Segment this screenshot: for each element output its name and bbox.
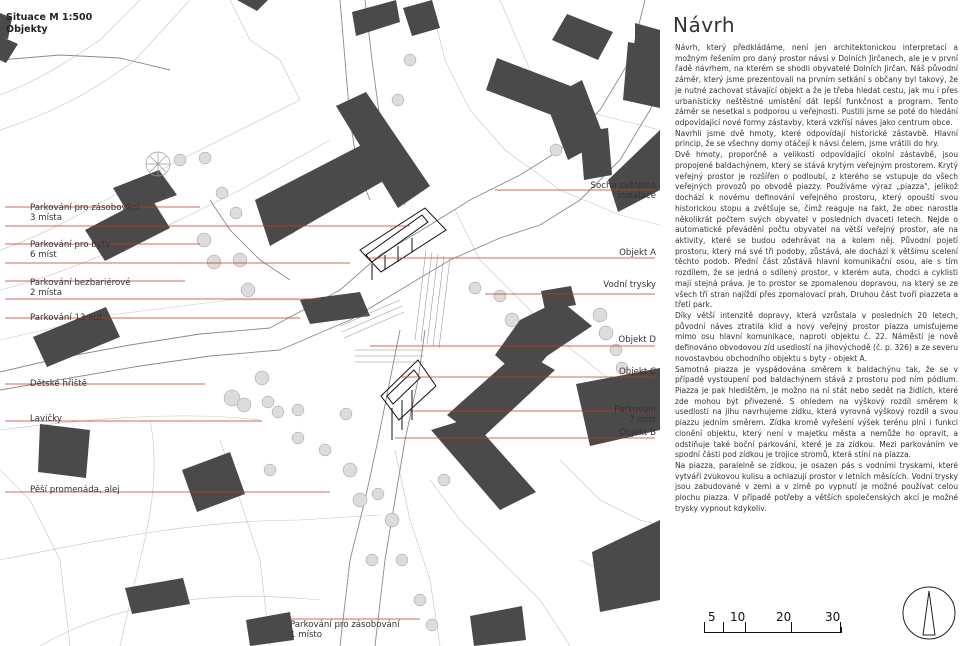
label-line-1: Parkování pro zásobování [290,620,400,630]
scale-label: 5 [708,610,716,624]
objekt-a-plan [360,208,446,280]
label-line-1: Socha světelná [590,181,656,191]
plan-title [6,12,92,36]
scale-label: 10 [730,610,746,624]
objekt-b-plan [381,360,436,440]
scale-bar [701,610,851,638]
label-line-1: Parkování pro zásobování [30,203,140,213]
label-lavicky: Lavičky [30,414,63,424]
navrh-text [675,43,958,515]
label-line-2: 1 místo [290,630,323,640]
label-pesi-promenada: Pěší promenáda, alej [30,485,120,495]
navrh-heading: Návrh [673,13,736,38]
label-line-2: 2 místa [30,288,63,298]
paragraph: Díky větší intenzitě dopravy, která vzrůstala v posledních 20 letech, původní náves ztratila klid a nový veřejný prostor piazza umisťujeme mimo osu hlavní komunikace, naproti objektu č. 22. Náměstí je nově definováno obvodovou zíd usedlostí na jihovýchodě (č. p. 326) a ze severu novostavbou obchodního objektu s byty - objekt A. [675,310,958,363]
paragraph: Samotná piazza je vyspádována směrem k baldachýnu tak, že se v případě vystoupení pod baldachýnem stává z prostoru pod ním pódium. Piazza je pak hledištěm, je možno na ní stát nebo sedět na židlích, které zde mohou být přivezené. S ohledem na výškový rozdíl směrem k usedlosti na jihu navrhujeme zídku, která vyrovná výškový rozdíl a svou piazzu jedním směrem. Zídka kromě vyřešení výšek terénu plní i funkci clonění objektu, který není v majetku města a nemůže ho opravit, a odstiňuje také boční parkování, které je za zídkou. Mezi parkováním ve spodní části pod zídkou je trojice stromů, která stíní na piazza. [675,364,958,460]
label-line-2: 7 míst [629,415,656,425]
label-vodni-trysky: Vodní trysky [603,280,656,290]
paragraph: Návrh, který předkládáme, není jen architektonickou interpretací a možným řešením pro daný prostor návsi v Dolních Jirčanech, ale je v první řadě návrhem, na kterém se shodli obyvatelé Dolních Jirčan. Náš původní záměr, který jsme prezentovali na prvním setkání s občany byl takový, že je nutné zachovat stávající objekt a že je třeba hledat cestu, jak mu i přes urbanisticky neštěstné umístění dát lepší funkčnost a program. Tento záměr se nesetkal s podporou u veřejnosti. Pustili jsme se poté do hledání odpovídající nové formy zástavby, která vzkřísí náves jako centrum obce. [675,43,958,128]
label-line-1: Parkování pro byty [30,240,111,250]
label-parkovani-byty [30,240,110,260]
label-parkovani-7 [614,405,656,425]
label-socha [591,181,657,201]
scale-tick [840,622,841,632]
scale-label: 20 [776,610,792,624]
fountain-circle [146,152,170,176]
label-parkovani-bezbarierove [30,278,131,298]
scale-tick [745,622,746,632]
label-objekt-a: Objekt A [619,248,656,258]
label-line-2: 3 místa [30,213,63,223]
plan-title-subtitle: Objekty [6,24,48,35]
north-arrow-icon [901,585,957,641]
label-line-2: 6 míst [30,250,57,260]
scale-label: 30 [825,610,841,624]
label-objekt-b: Objekt B [619,428,656,438]
label-parkovani-zasobovani-bottom [290,620,400,640]
label-detske-hriste: Dětské hřiště [30,379,87,389]
paragraph: Na piazza, paralelně se zídkou, je osazen pás s vodními tryskami, které vytváří zvukovou kulisu a ochlazují prostor v letních měsících. Vodní trysky jsou zabudované v zemi a v zimě po vypnutí je možné používat celou plochu piazza. V případě potřeby a větších společenských akcí je možné trysky vypnout kdykoliv. [675,461,958,513]
label-line-1: Parkování [614,405,656,415]
label-line-2: instalace [617,191,656,201]
label-objekt-c: Objekt C [619,367,656,377]
label-objekt-d: Objekt D [618,335,656,345]
scale-tick [723,622,724,632]
label-parkovani-13-aut: Parkování 13 aut [30,313,103,323]
scale-tick [704,622,705,632]
paragraph: Navrhli jsme dvě hmoty, které odpovídají historické zástavbě. Hlavní princip, že se všechny domy otáčejí k návsi čelem, jsme vrátili do hry. [675,128,958,149]
scale-bar-line [704,627,842,633]
label-line-1: Parkování bezbariérové [30,278,131,288]
scale-tick [791,622,792,632]
label-parkovani-zasobovani [30,203,140,223]
paragraph: Dvě hmoty, proporčně a velikostí odpovídající okolní zástavbě, jsou propojené baldachýnem, který se stává krytým veřejným prostorem. Krytý veřejný prostor je rozšířen o podloubí, z kterého se vstupuje do všech veřejných provozů po obvodě piazzy. Používáme výraz „piazza", jelikož dochází k novému definování veřejného prostoru, který opouští svou historickou stopu a zvětšuje se, čímž reaguje na fakt, že obec narostla několikrát počtem svých obyvatel v posledních dvaceti letech. Nejde o automatické převádění počtu obyvatel na větší veřejný prostor, ale na aktivity, které se budou odehrávat na a kolem něj. Původní pojetí prostoru, který má své tři podoby, zůstává, ale dochází k většímu scelení těchto podob. Přední část zůstává hlavní komunikační osou, ale s tím rozdílem, že se jedná o sdílený prostor, v kterém auta, chodci a cyklisti mají stejná práva. Je to prostor se zpomalenou dopravou, na který se ze všech tří stran najíždí přes zpomalovací prah. Druhou část tvoří piazzeta a třetí park. [675,150,958,310]
plan-title-scale: Situace M 1:500 [6,12,93,23]
